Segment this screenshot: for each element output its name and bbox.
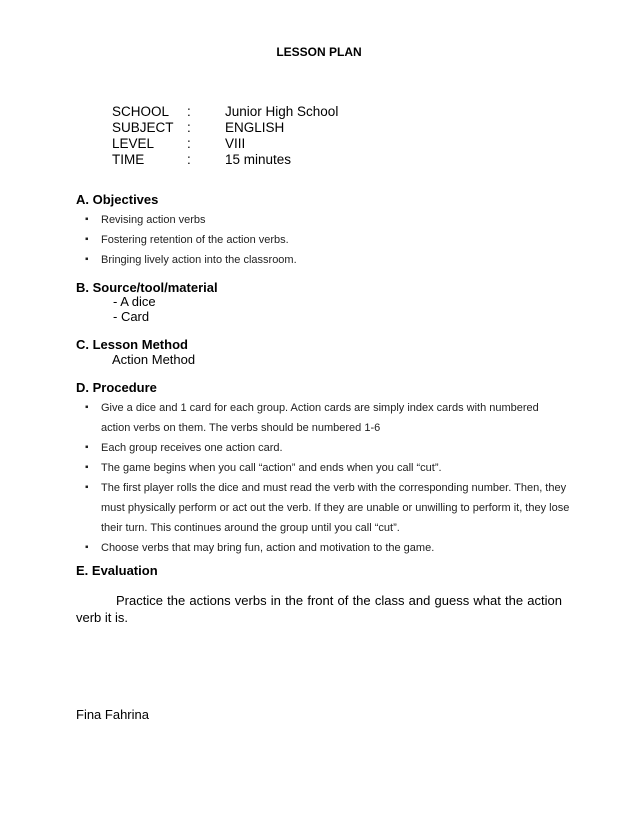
list-item: ▪ The first player rolls the dice and must read the verb with the corresponding number. Then, they must physically perform or act out the verb. If they are unable or unwilling to perform it, they lose their turn. This continues around the group until you call “cut”. — [0, 478, 571, 538]
info-colon: : — [187, 136, 191, 151]
info-value: 15 minutes — [225, 152, 292, 167]
document-title: LESSON PLAN — [276, 45, 362, 59]
info-key: TIME — [112, 152, 145, 167]
info-value: VIII — [225, 136, 246, 151]
info-colon: : — [187, 152, 191, 167]
info-key: LEVEL — [112, 136, 155, 151]
info-value: ENGLISH — [225, 120, 285, 135]
author-name: Fina Fahrina — [76, 707, 149, 722]
info-row-school — [112, 104, 338, 120]
objectives-list — [0, 210, 571, 270]
evaluation-text: Practice the actions verbs in the front of the class and guess what the action verb it is. — [76, 593, 562, 625]
list-item: ▪ Bringing lively action into the classroom. — [0, 250, 571, 270]
list-item: ▪ The game begins when you call “action” and ends when you call “cut”. — [0, 458, 571, 478]
list-item: ▪ Fostering retention of the action verbs. — [0, 230, 571, 250]
list-item: ▪ Each group receives one action card. — [0, 438, 571, 458]
method-heading: C. Lesson Method — [76, 337, 188, 352]
source-item: - A dice — [113, 294, 156, 309]
method-text: Action Method — [112, 352, 196, 367]
list-item: ▪ Give a dice and 1 card for each group. Action cards are simply index cards with numbered action verbs on them. The verbs should be numbered 1-6 — [0, 398, 571, 438]
procedure-heading: D. Procedure — [76, 380, 157, 395]
info-key: SCHOOL — [112, 104, 170, 119]
info-key: SUBJECT — [112, 120, 174, 135]
list-item: ▪ Revising action verbs — [0, 210, 571, 230]
info-colon: : — [187, 104, 191, 119]
info-row-level — [112, 136, 338, 152]
info-colon: : — [187, 120, 191, 135]
list-item: ▪ Choose verbs that may bring fun, action and motivation to the game. — [0, 538, 571, 558]
info-row-time — [112, 152, 338, 168]
evaluation-heading: E. Evaluation — [76, 563, 158, 578]
source-item: - Card — [113, 309, 150, 324]
objectives-heading: A. Objectives — [76, 192, 159, 207]
procedure-list — [0, 398, 571, 558]
source-heading: B. Source/tool/material — [76, 280, 218, 295]
info-table — [112, 104, 338, 168]
info-value: Junior High School — [225, 104, 339, 119]
info-row-subject — [112, 120, 338, 136]
